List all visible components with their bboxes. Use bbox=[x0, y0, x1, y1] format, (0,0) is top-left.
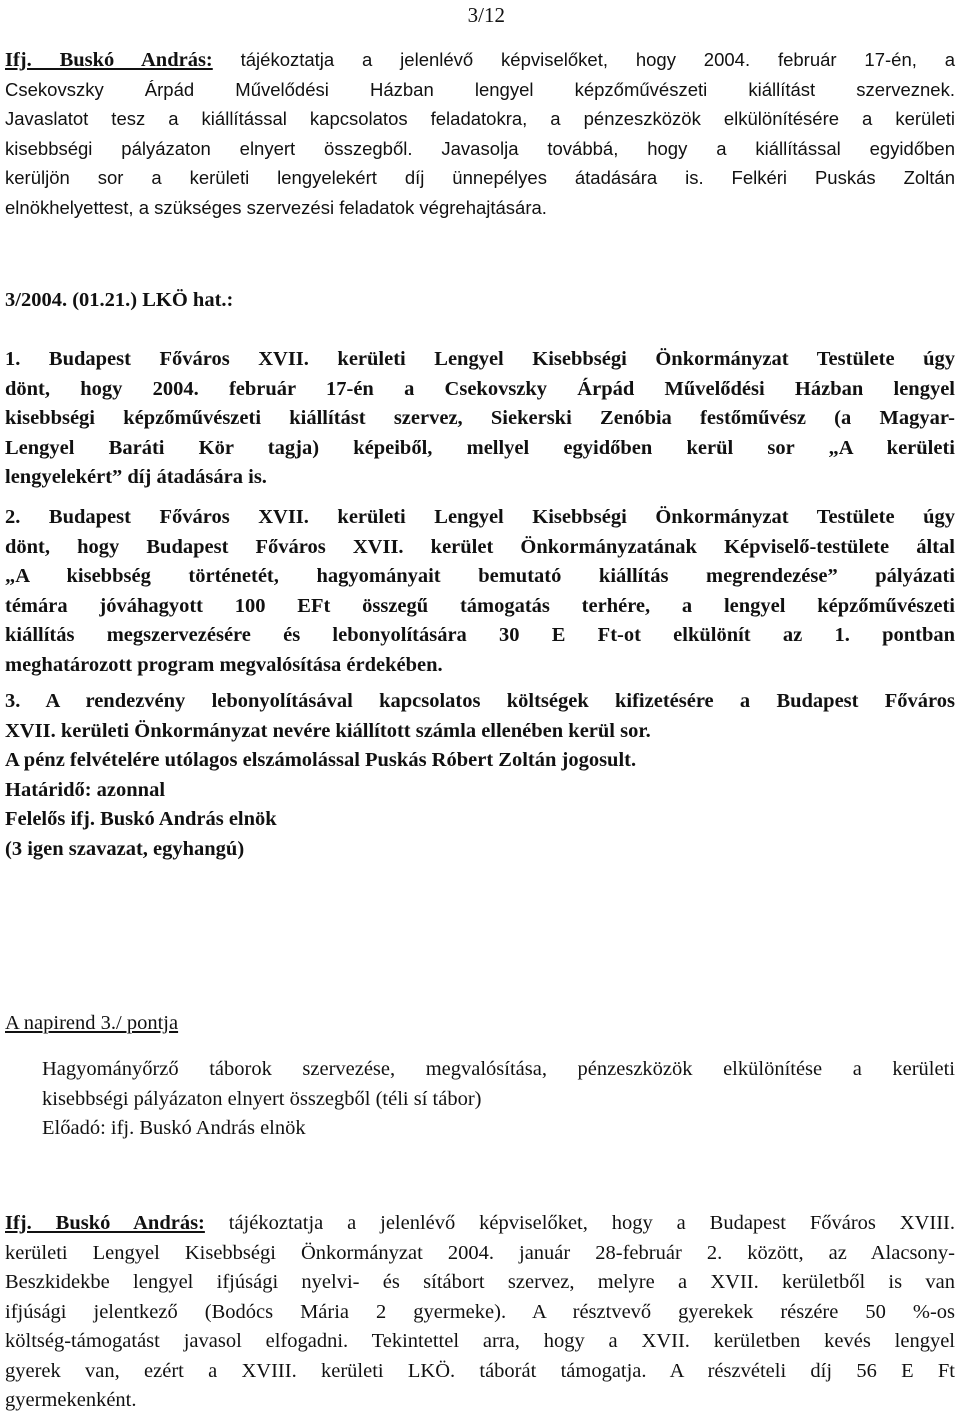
intro-line-1 bbox=[5, 45, 955, 75]
closing-line-6: gyerek van, ezért a XVIII. kerületi LKÖ. táborát támogatja. A részvételi díj 56 E Ft bbox=[5, 1359, 955, 1382]
resolution-point-2 bbox=[5, 503, 955, 680]
point3-line-2: XVII. kerületi Önkormányzat nevére kiállított számla ellenében kerül sor. bbox=[5, 719, 651, 742]
closing-line-5: költség-támogatást javasol elfogadni. Tekintettel arra, hogy a XVII. kerületben kevés lengyel bbox=[5, 1330, 955, 1352]
point2-line-1: 2. Budapest Főváros XVII. kerületi Lengyel Kisebbségi Önkormányzat Testülete úgy bbox=[5, 506, 955, 528]
resolution-point-1 bbox=[5, 345, 955, 493]
agenda-line-1: Hagyományőrző táborok szervezése, megvalósítása, pénzeszközök elkülönítése a kerületi bbox=[42, 1058, 955, 1080]
intro-text: tájékoztatja a jelenlévő képviselőket, hogy 2004. február 17-én, a bbox=[212, 49, 956, 70]
point1-line-5: lengyelekért” díj átadására is. bbox=[5, 466, 267, 488]
page-number: 3/12 bbox=[467, 3, 505, 27]
closing-line-1 bbox=[5, 1209, 955, 1239]
closing-text: tájékoztatja a jelenlévő képviselőket, hogy a Budapest Főváros XVIII. bbox=[204, 1212, 955, 1234]
point2-line-2: dönt, hogy Budapest Főváros XVII. kerület Önkormányzatának Képviselő-testülete által bbox=[5, 535, 955, 558]
agenda-heading bbox=[5, 1009, 955, 1039]
closing-paragraph bbox=[5, 1209, 955, 1416]
intro-speaker: Ifj. Buskó András: bbox=[5, 49, 213, 71]
intro-paragraph bbox=[5, 45, 955, 222]
intro-line-4: kisebbségi pályázaton elnyert összegből. Javasolja továbbá, hogy a kiállítással egyidőben bbox=[5, 137, 955, 159]
point1-line-2: dönt, hogy 2004. február 17-én a Csekovszky Árpád Művelődési Házban lengyel bbox=[5, 377, 955, 400]
point3-line-3: A pénz felvételére utólagos elszámolással Puskás Róbert Zoltán jogosult. bbox=[5, 749, 637, 771]
resolution-point-3 bbox=[5, 687, 955, 864]
intro-line-2: Csekovszky Árpád Művelődési Házban lengyel képzőművészeti kiállítást szerveznek. bbox=[5, 78, 955, 100]
point2-line-3: „A kisebbség történetét, hagyományait bemutató kiállítás megrendezése” pályázati bbox=[5, 565, 955, 587]
point3-line-1: 3. A rendezvény lebonyolításával kapcsolatos költségek kifizetésére a Budapest Főváros bbox=[5, 690, 955, 712]
resolution-number bbox=[5, 286, 955, 316]
agenda-line-2: kisebbségi pályázaton elnyert összegből (téli sí tábor) bbox=[42, 1087, 482, 1110]
point2-line-6: meghatározott program megvalósítása érdekében. bbox=[5, 653, 443, 676]
resolution-number-text: 3/2004. (01.21.) LKÖ hat.: bbox=[5, 289, 234, 311]
closing-line-3: Beszkidekbe lengyel ifjúsági nyelvi- és sítábort szervez, melyre a XVII. kerületből is van bbox=[5, 1271, 955, 1293]
agenda-block bbox=[42, 1055, 955, 1144]
point1-line-1: 1. Budapest Főváros XVII. kerületi Lengyel Kisebbségi Önkormányzat Testülete úgy bbox=[5, 348, 955, 370]
intro-line-3: Javaslatot tesz a kiállítással kapcsolatos feladatokra, a pénzeszközök elkülönítésére a kerületi bbox=[5, 108, 955, 129]
closing-line-2: kerületi Lengyel Kisebbségi Önkormányzat 2004. január 28-február 2. között, az Alacsony- bbox=[5, 1241, 955, 1264]
responsible: Felelős ifj. Buskó András elnök bbox=[5, 808, 277, 830]
intro-line-6: elnökhelyettest, a szükséges szervezési feladatok végrehajtására. bbox=[5, 196, 547, 218]
agenda-presenter: Előadó: ifj. Buskó András elnök bbox=[42, 1117, 306, 1139]
point1-line-4: Lengyel Baráti Kör tagja) képeiből, mellyel egyidőben kerül sor „A kerületi bbox=[5, 436, 955, 459]
intro-line-5: kerüljön sor a kerületi lengyelekért díj ünnepélyes átadására is. Felkéri Puskás Zoltán bbox=[5, 167, 955, 188]
vote-result: (3 igen szavazat, egyhangú) bbox=[5, 837, 245, 860]
closing-line-7: gyermekenként. bbox=[5, 1389, 137, 1411]
point1-line-3: kisebbségi képzőművészeti kiállítást szervez, Siekerski Zenóbia festőművész (a Magyar- bbox=[5, 407, 955, 429]
agenda-heading-text: A napirend 3./ pontja bbox=[5, 1012, 179, 1034]
closing-line-4: ifjúsági jelentkező (Bodócs Mária 2 gyermeke). A résztvevő gyerekek részére 50 %-os bbox=[5, 1300, 955, 1323]
closing-speaker: Ifj. Buskó András: bbox=[5, 1212, 205, 1234]
point2-line-5: kiállítás megszervezésére és lebonyolítására 30 E Ft-ot elkülönít az 1. pontban bbox=[5, 624, 955, 646]
deadline: Határidő: azonnal bbox=[5, 778, 166, 801]
point2-line-4: témára jóváhagyott 100 EFt összegű támogatás terhére, a lengyel képzőművészeti bbox=[5, 594, 955, 617]
